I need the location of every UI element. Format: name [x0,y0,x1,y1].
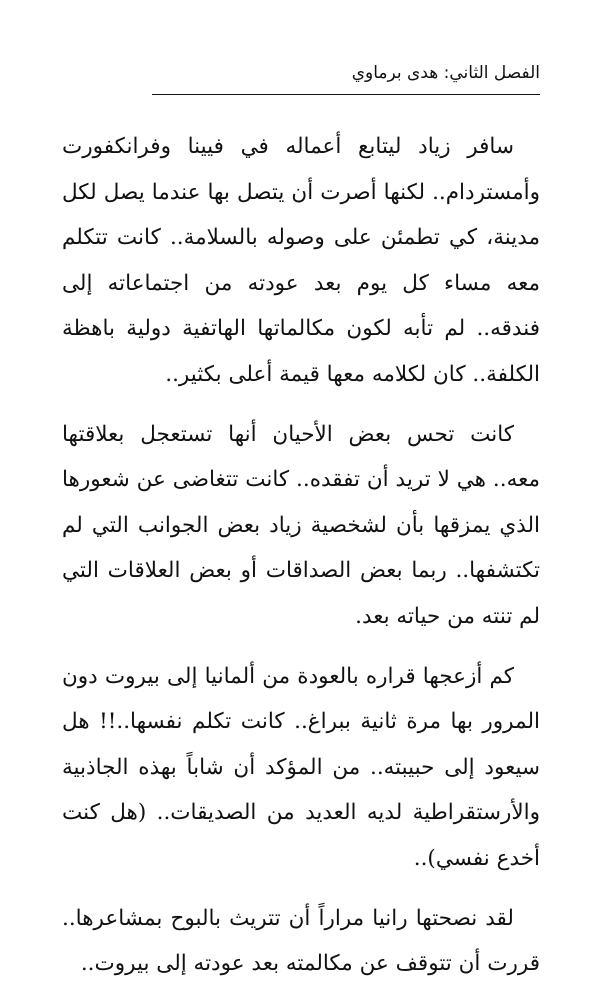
paragraph-2: كانت تحس بعض الأحيان أنها تستعجل بعلاقتها معه.. هي لا تريد أن تفقده.. كانت تتغاضى عن شعورها الذي يمزقها بأن لشخصية زياد بعض الجوانب التي لم تكتشفها.. ربما بعض الصداقات أو بعض العلاقات التي لم تنته من حياته بعد. [62,421,540,629]
paragraph-4: لقد نصحتها رانيا مراراً أن تتريث بالبوح بمشاعرها.. قررت أن تتوقف عن مكالمته بعد عودته إلى بيروت.. [62,905,540,977]
chapter-body [62,124,540,987]
running-header: الفصل الثاني: هدى برماوي [152,60,540,95]
paragraph-1: سافر زياد ليتابع أعماله في فيينا وفرانكفورت وأمستردام.. لكنها أصرت أن يتصل بها عندما يصل لكل مدينة، كي تطمئن على وصوله بالسلامة.. كانت تتكلم معه مساء كل يوم بعد عودته من اجتماعاته إلى فندقه.. لم تأبه لكون مكالماتها الهاتفية دولية باهظة الكلفة.. كان لكلامه معها قيمة أعلى بكثير.. [62,134,540,387]
paragraph-3: كم أزعجها قراره بالعودة من ألمانيا إلى بيروت دون المرور بها مرة ثانية ببراغ.. كانت تكلم نفسها..!! هل سيعود إلى حبيبته.. من المؤكد أن شاباً بهذه الجاذبية والأرستقراطية لديه العديد من الصديقات.. (هل كنت أخدع نفسي).. [62,663,540,871]
